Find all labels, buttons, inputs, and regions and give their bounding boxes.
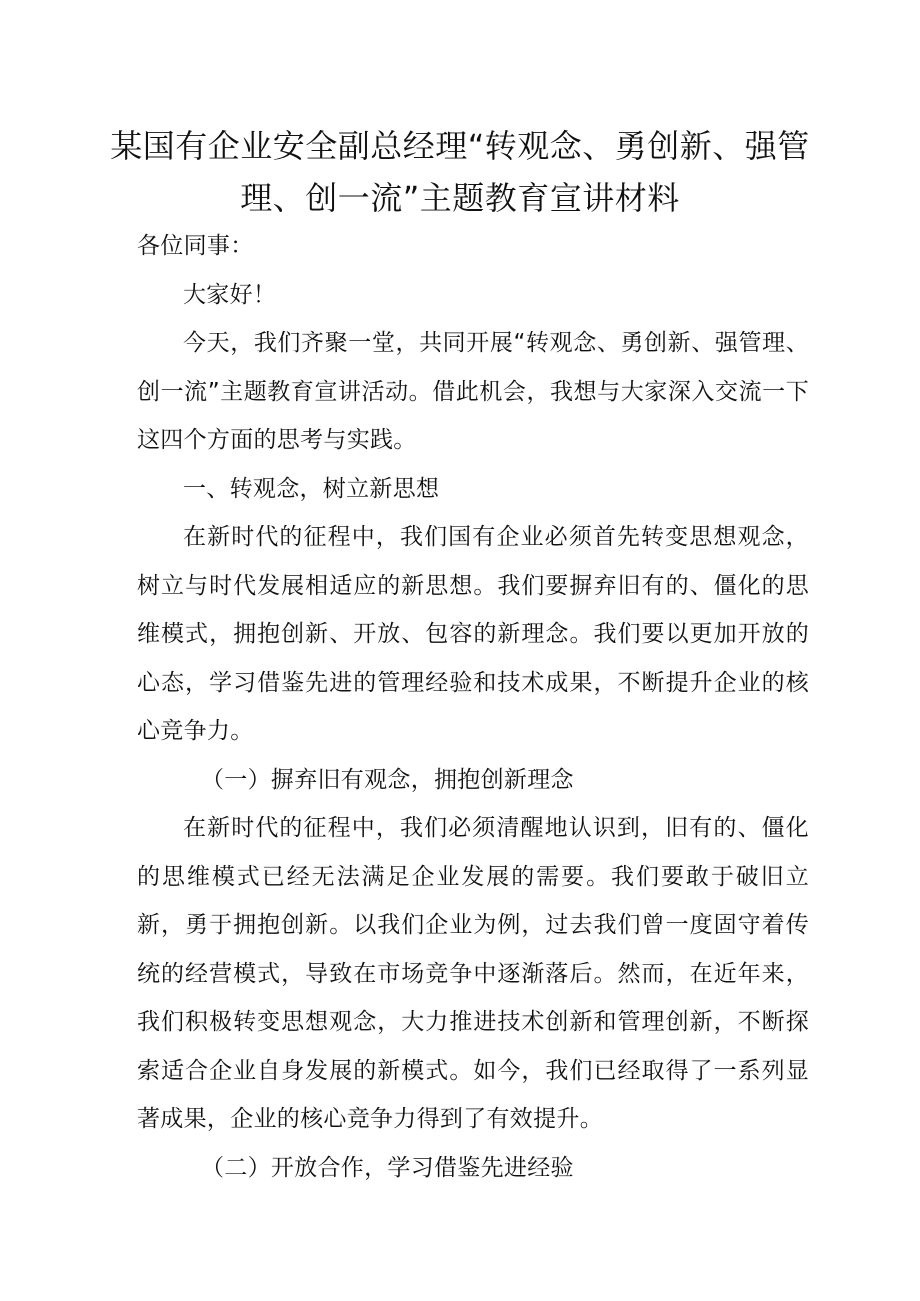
section-1-heading: 一、转观念，树立新思想 <box>183 475 440 502</box>
document-body <box>137 222 809 1192</box>
subsection-1-heading: （一）摒弃旧有观念，拥抱创新理念 <box>201 766 574 793</box>
section-1-paragraph: 在新时代的征程中，我们国有企业必须首先转变思想观念，树立与时代发展相适应的新思想。我们要摒弃旧有的、僵化的思维模式，拥抱创新、开放、包容的新理念。我们要以更加开放的心态，学习借鉴先进的管理经验和技术成果，不断提升企业的核心竞争力。 <box>137 524 809 744</box>
document-title: 某国有企业安全副总经理“转观念、勇创新、强管理、创一流”主题教育宣讲材料 <box>110 127 810 217</box>
intro-paragraph: 今天，我们齐聚一堂，共同开展“转观念、勇创新、强管理、创一流”主题教育宣讲活动。借此机会，我想与大家深入交流一下这四个方面的思考与实践。 <box>137 330 809 453</box>
subsection-2-heading: （二）开放合作，学习借鉴先进经验 <box>201 1154 574 1181</box>
greeting: 大家好！ <box>183 281 277 308</box>
subsection-1-paragraph: 在新时代的征程中，我们必须清醒地认识到，旧有的、僵化的思维模式已经无法满足企业发展的需要。我们要敢于破旧立新，勇于拥抱创新。以我们企业为例，过去我们曾一度固守着传统的经营模式，导致在市场竞争中逐渐落后。然而，在近年来，我们积极转变思想观念，大力推进技术创新和管理创新，不断探索适合企业自身发展的新模式。如今，我们已经取得了一系列显著成果，企业的核心竞争力得到了有效提升。 <box>137 815 809 1132</box>
salutation: 各位同事： <box>137 233 254 259</box>
